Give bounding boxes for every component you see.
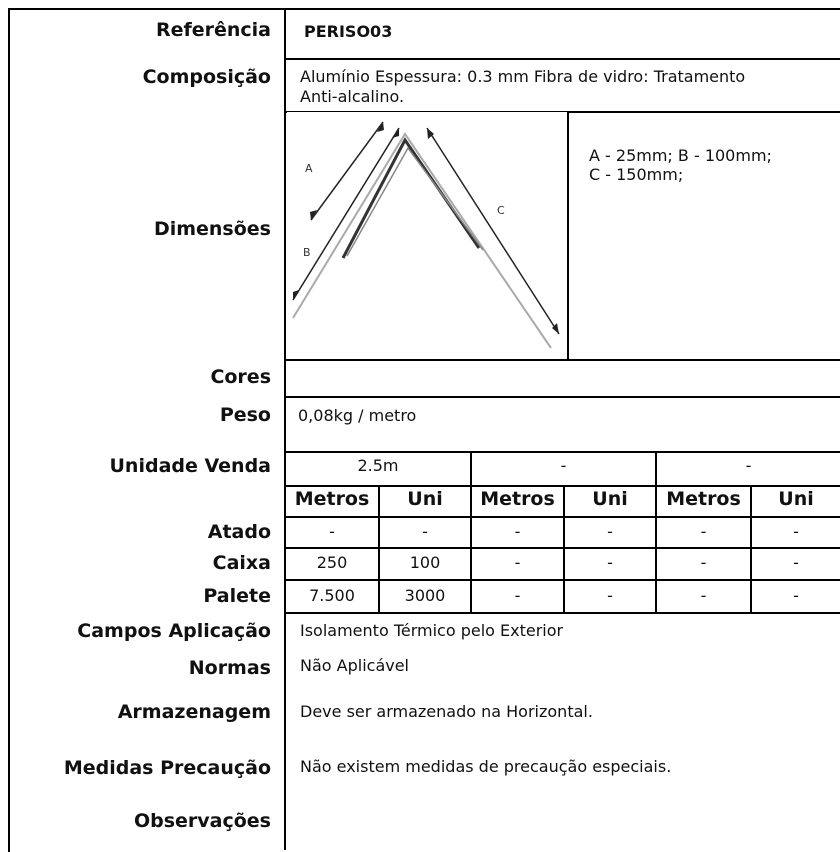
figure-label-b: B: [303, 246, 311, 259]
divider: [284, 485, 840, 487]
table-cell: -: [607, 586, 613, 605]
divider: [284, 547, 840, 549]
label-medidas-precaucao: Medidas Precaução: [63, 757, 271, 779]
subheader-metros: Metros: [666, 488, 741, 510]
subheader-metros: Metros: [294, 488, 370, 510]
value-armazenagem: Deve ser armazenado na Horizontal.: [300, 702, 593, 721]
divider: [284, 612, 840, 614]
table-cell: -: [514, 522, 521, 541]
label-referencia: Referência: [155, 19, 271, 41]
table-cell: -: [514, 553, 521, 572]
label-campos-aplicacao: Campos Aplicação: [77, 620, 271, 642]
divider: [284, 451, 840, 453]
table-cell: -: [700, 553, 707, 572]
divider: [284, 359, 840, 361]
figure-label-c: C: [497, 204, 505, 217]
unit-col-3: -: [745, 456, 752, 475]
table-cell: -: [607, 553, 613, 572]
label-caixa: Caixa: [212, 552, 271, 574]
corner-profile-drawing: [287, 112, 567, 356]
label-armazenagem: Armazenagem: [117, 701, 271, 723]
label-unidade-venda: Unidade Venda: [109, 455, 271, 477]
label-peso: Peso: [219, 404, 271, 426]
table-cell: 250: [316, 553, 348, 572]
unit-col-2: -: [560, 456, 567, 475]
divider: [284, 579, 840, 581]
table-cell: -: [793, 586, 799, 605]
label-column-divider: [284, 8, 286, 850]
divider: [284, 396, 840, 398]
value-referencia: PERISO03: [304, 22, 393, 41]
subheader-uni: Uni: [592, 488, 628, 510]
subheader-uni: Uni: [778, 488, 814, 510]
table-cell: 3000: [404, 586, 446, 605]
table-cell: -: [700, 522, 707, 541]
divider: [284, 58, 840, 60]
value-normas: Não Aplicável: [300, 656, 409, 675]
label-cores: Cores: [210, 366, 271, 388]
value-medidas-precaucao: Não existem medidas de precaução especiais.: [300, 757, 672, 776]
table-cell: -: [329, 522, 335, 541]
dimension-diagram: [287, 112, 567, 356]
table-cell: 100: [409, 553, 441, 572]
value-dimensoes-line2: C - 150mm;: [589, 165, 684, 184]
subheader-uni: Uni: [407, 488, 443, 510]
label-dimensoes: Dimensões: [153, 218, 271, 240]
divider: [284, 516, 840, 518]
label-composicao: Composição: [142, 66, 271, 88]
table-cell: -: [793, 522, 799, 541]
table-cell: -: [422, 522, 428, 541]
figure-divider: [567, 111, 569, 360]
label-palete: Palete: [203, 585, 271, 607]
value-peso: 0,08kg / metro: [298, 406, 417, 425]
table-cell: -: [700, 586, 707, 605]
label-observacoes: Observações: [133, 810, 271, 832]
figure-label-a: A: [305, 162, 313, 175]
table-cell: -: [607, 522, 613, 541]
table-cell: -: [514, 586, 521, 605]
value-composicao-line1: Alumínio Espessura: 0.3 mm Fibra de vidro: Tratamento: [300, 67, 746, 86]
table-cell: 7.500: [309, 586, 355, 605]
subheader-metros: Metros: [480, 488, 555, 510]
value-composicao-line2: Anti-alcalino.: [300, 87, 405, 106]
table-cell: -: [793, 553, 799, 572]
unit-col-1: 2.5m: [357, 456, 399, 475]
value-dimensoes-line1: A - 25mm; B - 100mm;: [589, 146, 772, 165]
label-normas: Normas: [188, 657, 271, 679]
label-atado: Atado: [207, 521, 271, 543]
value-campos-aplicacao: Isolamento Térmico pelo Exterior: [300, 621, 564, 640]
